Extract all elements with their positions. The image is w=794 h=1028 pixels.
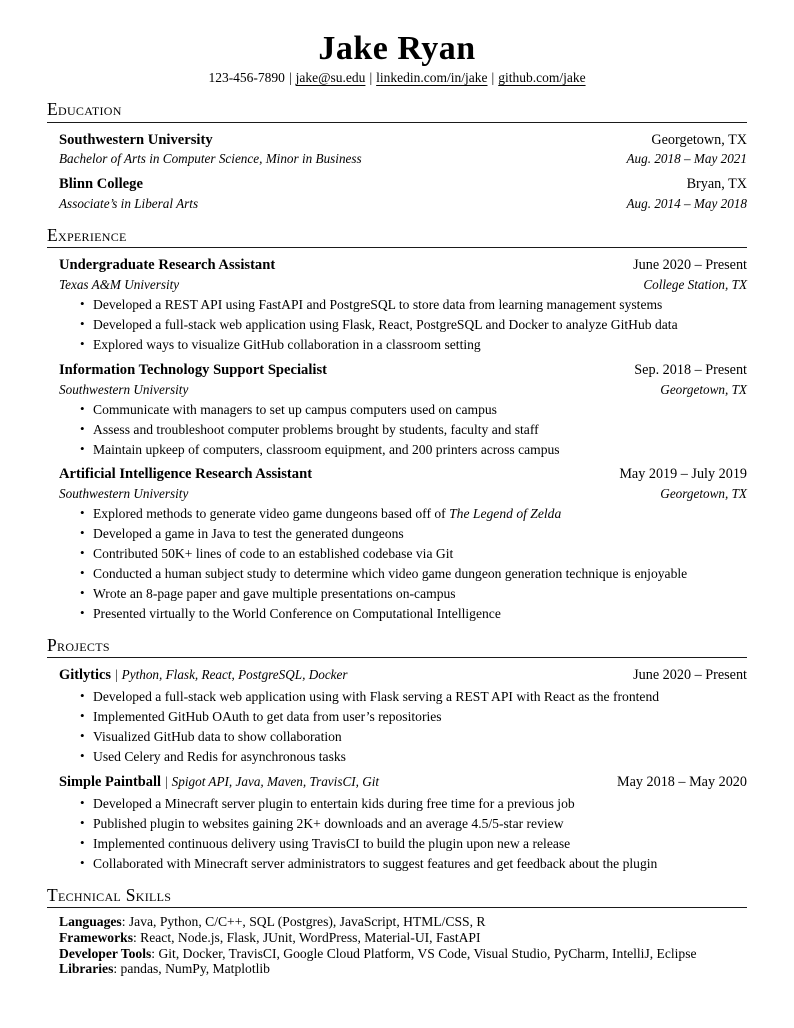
- skill-values: : React, Node.js, Flask, JUnit, WordPress, Material-UI, FastAPI: [133, 929, 481, 945]
- experience-entries: [59, 256, 747, 621]
- bullet-item: • Assess and troubleshoot computer problems brought by students, faculty and staff: [93, 423, 747, 438]
- skills-list: [59, 914, 747, 978]
- bullet-item: • Implemented GitHub OAuth to get data from user’s repositories: [93, 710, 747, 725]
- education-entry-row: [59, 131, 747, 150]
- project-separator: |: [164, 774, 168, 790]
- job-dates: June 2020 – Present: [633, 257, 747, 274]
- employer-name: Southwestern University: [59, 381, 189, 397]
- bullet-item: • Developed a full-stack web application using with Flask serving a REST API with React as the frontend: [93, 690, 747, 705]
- skill-line-languages: [59, 914, 747, 930]
- contact-line: [47, 70, 747, 86]
- project-title-line: [59, 773, 379, 791]
- projects-heading: Projects: [47, 635, 747, 658]
- bullet-item: • Developed a game in Java to test the generated dungeons: [93, 527, 747, 542]
- job-dates: Sep. 2018 – Present: [634, 361, 747, 378]
- school-location: Bryan, TX: [686, 176, 747, 193]
- project-title-line: [59, 666, 348, 684]
- experience-entry-subrow: [59, 485, 747, 502]
- skill-label: Libraries: [59, 961, 114, 977]
- project-name: Gitlytics: [59, 667, 111, 684]
- experience-entry-subrow: [59, 381, 747, 398]
- project-entry-row: [59, 773, 747, 792]
- resume-header: [47, 30, 747, 86]
- job-bullet-list: [59, 298, 747, 353]
- job-title: Information Technology Support Specialist: [59, 361, 328, 378]
- contact-separator: |: [369, 70, 373, 86]
- school-name: Blinn College: [59, 176, 143, 193]
- experience-heading: Experience: [47, 225, 747, 248]
- section-projects: [47, 635, 747, 872]
- section-education: [47, 99, 747, 212]
- skill-line-developer-tools: [59, 946, 747, 962]
- bullet-item: • Explored ways to visualize GitHub collaboration in a classroom setting: [93, 338, 747, 353]
- education-entry-row: [59, 175, 747, 194]
- experience-entry: [59, 361, 747, 458]
- skill-values: : Git, Docker, TravisCI, Google Cloud Platform, VS Code, Visual Studio, PyCharm, IntelliJ, Eclipse: [151, 945, 697, 961]
- job-bullet-list: [59, 507, 747, 622]
- experience-entry: [59, 256, 747, 353]
- bullet-item: • Developed a REST API using FastAPI and PostgreSQL to store data from learning management systems: [93, 298, 747, 313]
- project-bullet-list: [59, 690, 747, 765]
- job-title: Undergraduate Research Assistant: [59, 257, 276, 274]
- bullet-item: • Presented virtually to the World Conference on Computational Intelligence: [93, 607, 747, 622]
- employer-name: Southwestern University: [59, 486, 189, 502]
- bullet-item: • Conducted a human subject study to determine which video game dungeon generation technique is enjoyable: [93, 567, 747, 582]
- game-title: The Legend of Zelda: [449, 506, 562, 522]
- contact-separator: |: [288, 70, 292, 86]
- bullet-item: • Developed a Minecraft server plugin to entertain kids during free time for a previous job: [93, 797, 747, 812]
- technical-skills-heading: Technical Skills: [47, 885, 747, 908]
- bullet-item: • Maintain upkeep of computers, classroom equipment, and 200 printers across campus: [93, 443, 747, 458]
- job-location: Georgetown, TX: [660, 381, 747, 397]
- project-tech-stack: Python, Flask, React, PostgreSQL, Docker: [121, 667, 348, 683]
- experience-entry-row: [59, 465, 747, 484]
- degree-name: Bachelor of Arts in Computer Science, Minor in Business: [59, 151, 362, 167]
- linkedin-link[interactable]: linkedin.com/in/jake: [376, 70, 488, 86]
- skill-values: : pandas, NumPy, Matplotlib: [113, 961, 270, 977]
- job-bullet-list: [59, 403, 747, 458]
- employer-name: Texas A&M University: [59, 277, 180, 293]
- education-entry: [59, 131, 747, 168]
- bullet-item: [93, 507, 747, 522]
- bullet-item: • Implemented continuous delivery using TravisCI to build the plugin upon new a release: [93, 837, 747, 852]
- skill-line-frameworks: [59, 930, 747, 946]
- skill-label: Frameworks: [59, 929, 133, 945]
- skill-label: Developer Tools: [59, 945, 152, 961]
- skill-line-libraries: [59, 961, 747, 977]
- skill-label: Languages: [59, 913, 122, 929]
- school-location: Georgetown, TX: [651, 131, 747, 148]
- project-name: Simple Paintball: [59, 774, 161, 791]
- bullet-item: • Communicate with managers to set up campus computers used on campus: [93, 403, 747, 418]
- job-location: College Station, TX: [643, 277, 747, 293]
- education-entry: [59, 175, 747, 212]
- skill-values: : Java, Python, C/C++, SQL (Postgres), JavaScript, HTML/CSS, R: [121, 913, 486, 929]
- email-link[interactable]: jake@su.edu: [295, 70, 366, 86]
- project-tech-stack: Spigot API, Java, Maven, TravisCI, Git: [171, 774, 380, 790]
- bullet-item: • Developed a full-stack web application using Flask, React, PostgreSQL and Docker to analyze GitHub data: [93, 318, 747, 333]
- bullet-item: • Collaborated with Minecraft server administrators to suggest features and get feedback about the plugin: [93, 857, 747, 872]
- job-location: Georgetown, TX: [660, 486, 747, 502]
- section-technical-skills: [47, 885, 747, 978]
- project-separator: |: [114, 667, 118, 683]
- bullet-text: Explored methods to generate video game dungeons based off of: [93, 506, 450, 522]
- phone-number: 123-456-7890: [208, 70, 285, 86]
- job-dates: May 2019 – July 2019: [619, 466, 747, 483]
- job-title: Artificial Intelligence Research Assistant: [59, 466, 313, 483]
- project-bullet-list: [59, 797, 747, 872]
- bullet-item: • Visualized GitHub data to show collaboration: [93, 730, 747, 745]
- bullet-item: • Used Celery and Redis for asynchronous tasks: [93, 750, 747, 765]
- experience-entry-subrow: [59, 276, 747, 293]
- education-dates: Aug. 2018 – May 2021: [626, 151, 747, 167]
- education-entries: [59, 131, 747, 213]
- experience-entry-row: [59, 361, 747, 380]
- project-dates: June 2020 – Present: [633, 667, 747, 684]
- bullet-item: • Contributed 50K+ lines of code to an established codebase via Git: [93, 547, 747, 562]
- bullet-item: • Published plugin to websites gaining 2K+ downloads and an average 4.5/5-star review: [93, 817, 747, 832]
- project-dates: May 2018 – May 2020: [616, 774, 747, 791]
- degree-name: Associate’s in Liberal Arts: [59, 196, 199, 212]
- contact-separator: |: [491, 70, 495, 86]
- education-entry-subrow: [59, 150, 747, 167]
- experience-entry: [59, 465, 747, 621]
- experience-entry-row: [59, 256, 747, 275]
- bullet-item: • Wrote an 8-page paper and gave multiple presentations on-campus: [93, 587, 747, 602]
- education-dates: Aug. 2014 – May 2018: [626, 196, 747, 212]
- github-link[interactable]: github.com/jake: [498, 70, 586, 86]
- project-entries: [59, 666, 747, 872]
- project-entry: [59, 666, 747, 764]
- person-name: Jake Ryan: [318, 30, 476, 67]
- school-name: Southwestern University: [59, 131, 213, 148]
- project-entry: [59, 773, 747, 871]
- education-entry-subrow: [59, 195, 747, 212]
- section-experience: [47, 225, 747, 622]
- project-entry-row: [59, 666, 747, 685]
- education-heading: Education: [47, 99, 747, 122]
